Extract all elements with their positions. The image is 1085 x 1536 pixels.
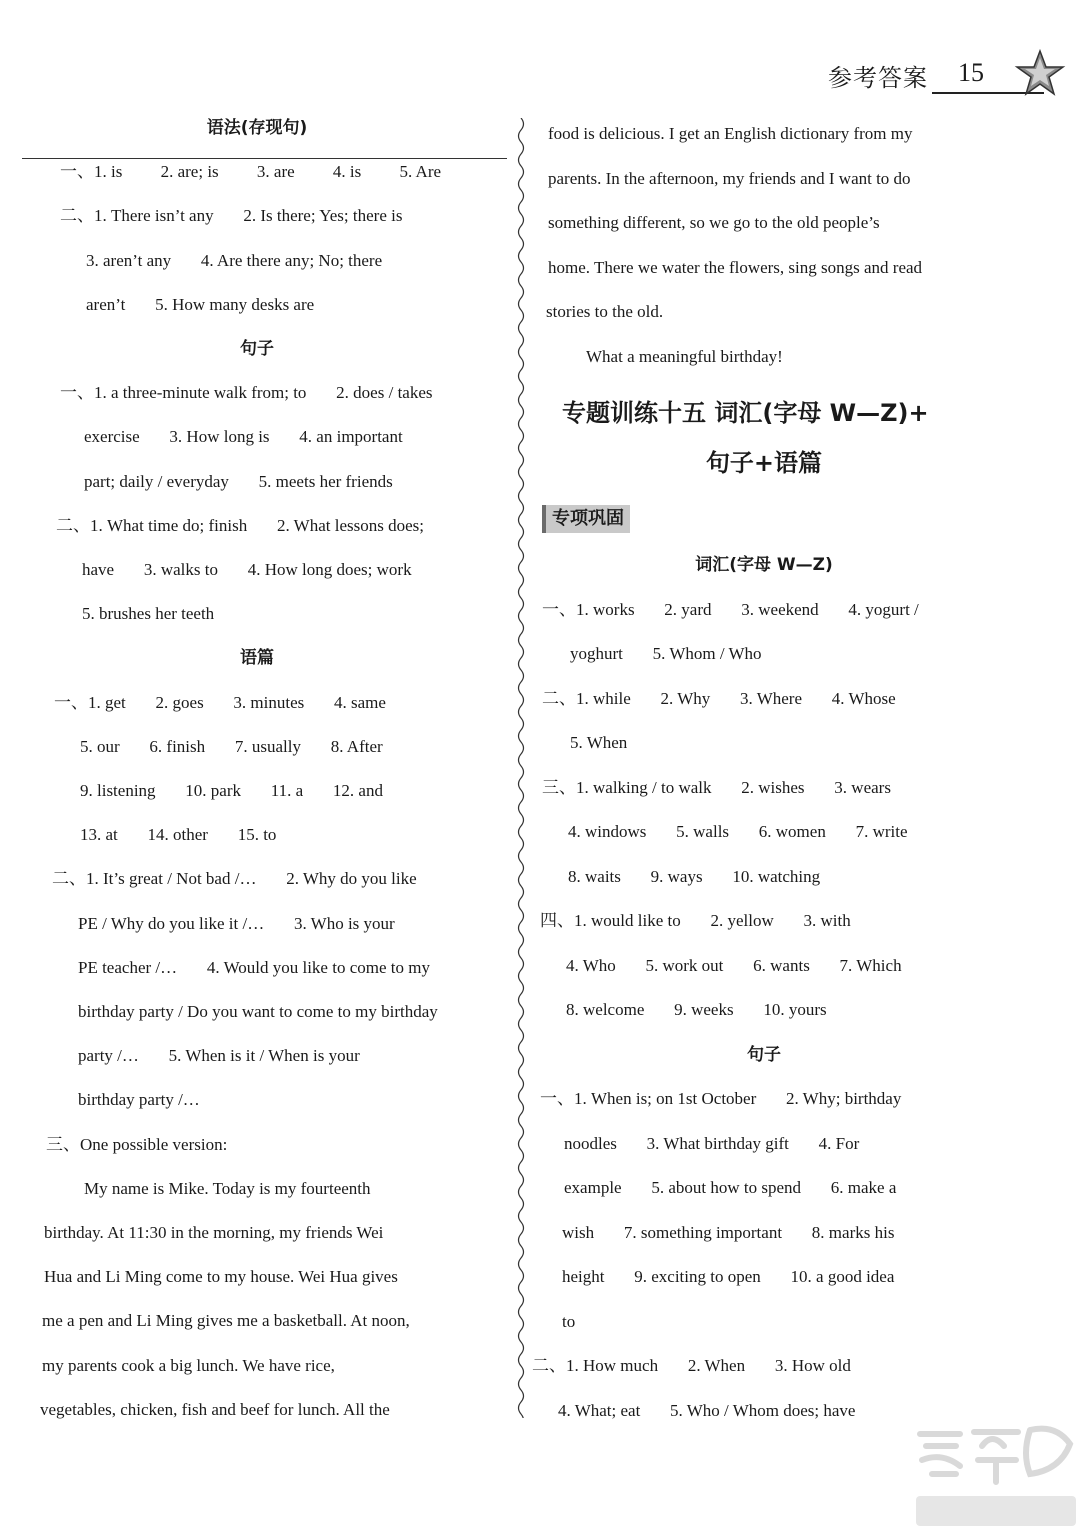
answer-line: birthday party / Do you want to come to my birthday: [78, 1002, 438, 1021]
chapter-subtitle: 句子+语篇: [705, 449, 823, 477]
answer-line: 一、1. works 2. yard 3. weekend 4. yogurt /: [542, 599, 919, 619]
answer-line: something different, so we go to the old people’s: [548, 213, 880, 232]
answer-line: food is delicious. I get an English dictionary from my: [548, 124, 913, 143]
answer-line: 9. listening 10. park 11. a 12. and: [80, 781, 383, 800]
answer-line: height 9. exciting to open 10. a good idea: [562, 1267, 895, 1286]
answer-line: parents. In the afternoon, my friends and I want to do: [548, 168, 911, 188]
answer-line: part; daily / everyday 5. meets her friends: [84, 471, 393, 491]
answer-line: 三、One possible version:: [46, 1134, 228, 1154]
answer-line: wish 7. something important 8. marks his: [562, 1222, 895, 1242]
answer-line: 一、1. When is; on 1st October 2. Why; birthday: [540, 1089, 902, 1108]
answer-line: Hua and Li Ming come to my house. Wei Hua gives: [44, 1267, 398, 1287]
answer-line: 8. welcome 9. weeks 10. yours: [566, 1000, 827, 1019]
answer-line: 三、1. walking / to walk 2. wishes 3. wears: [542, 777, 891, 797]
section-heading: 词汇(字母 W—Z): [695, 555, 833, 575]
section-banner: 专项巩固: [542, 505, 630, 533]
top-rule: [22, 158, 507, 159]
answer-line: to: [562, 1311, 576, 1331]
answer-line: What a meaningful birthday!: [586, 346, 783, 366]
answer-line: party /… 5. When is it / When is your: [78, 1046, 360, 1066]
answer-line: stories to the old.: [546, 302, 664, 321]
answer-line: yoghurt 5. Whom / Who: [570, 644, 762, 663]
section-heading: 句子: [240, 339, 274, 359]
answer-line: 13. at 14. other 15. to: [80, 825, 277, 845]
answer-line: birthday. At 11:30 in the morning, my friends Wei: [44, 1223, 384, 1242]
answer-line: My name is Mike. Today is my fourteenth: [84, 1178, 371, 1198]
page-number: 15: [958, 58, 984, 87]
answer-line: me a pen and Li Ming gives me a basketball. At noon,: [42, 1311, 410, 1331]
answer-line: 5. our 6. finish 7. usually 8. After: [80, 736, 383, 756]
answer-line: 二、1. It’s great / Not bad /… 2. Why do you like: [52, 869, 417, 889]
answer-line: 二、1. How much 2. When 3. How old: [532, 1356, 851, 1375]
answer-line: PE / Why do you like it /… 3. Who is your: [78, 913, 395, 933]
section-heading: 语篇: [240, 648, 274, 669]
answer-line: 一、1. is 2. are; is 3. are 4. is 5. Are: [60, 162, 442, 182]
column-divider: [514, 118, 528, 1418]
answer-line: home. There we water the flowers, sing songs and read: [548, 257, 923, 277]
answer-line: 4. windows 5. walls 6. women 7. write: [568, 822, 908, 841]
answer-line: birthday party /…: [78, 1090, 200, 1110]
answer-line: 5. brushes her teeth: [82, 604, 215, 624]
section-heading: 句子: [747, 1044, 781, 1065]
watermark-logo-icon: [912, 1416, 1080, 1532]
answer-line: 3. aren’t any 4. Are there any; No; there: [86, 250, 383, 270]
answer-line: aren’t 5. How many desks are: [86, 294, 315, 314]
answer-line: 二、1. There isn’t any 2. Is there; Yes; there is: [60, 206, 403, 226]
answer-line: 4. What; eat 5. Who / Whom does; have: [558, 1400, 856, 1420]
answer-line: PE teacher /… 4. Would you like to come to my: [78, 957, 430, 977]
answer-line: 8. waits 9. ways 10. watching: [568, 866, 821, 886]
answer-line: have 3. walks to 4. How long does; work: [82, 560, 412, 579]
section-banner-row: [542, 505, 630, 533]
star-icon: [1014, 48, 1066, 100]
answer-line: exercise 3. How long is 4. an important: [84, 427, 403, 447]
header-title: 参考答案: [828, 64, 928, 92]
answer-line: example 5. about how to spend 6. make a: [564, 1178, 897, 1197]
answer-line: vegetables, chicken, fish and beef for lunch. All the: [40, 1399, 390, 1419]
chapter-title: 专题训练十五 词汇(字母 W—Z)+: [562, 399, 929, 427]
answer-line: 二、1. while 2. Why 3. Where 4. Whose: [542, 688, 896, 708]
answer-line: 一、1. get 2. goes 3. minutes 4. same: [54, 692, 386, 712]
answer-line: 5. When: [570, 733, 628, 752]
answer-line: 4. Who 5. work out 6. wants 7. Which: [566, 955, 902, 975]
answer-line: 一、1. a three-minute walk from; to 2. does / takes: [60, 383, 433, 403]
answer-line: my parents cook a big lunch. We have rice,: [42, 1355, 335, 1375]
answer-line: 二、1. What time do; finish 2. What lessons does;: [56, 515, 424, 535]
answer-line: noodles 3. What birthday gift 4. For: [564, 1133, 860, 1153]
section-heading: 语法(存现句): [206, 118, 308, 138]
answer-line: 四、1. would like to 2. yellow 3. with: [540, 911, 851, 930]
